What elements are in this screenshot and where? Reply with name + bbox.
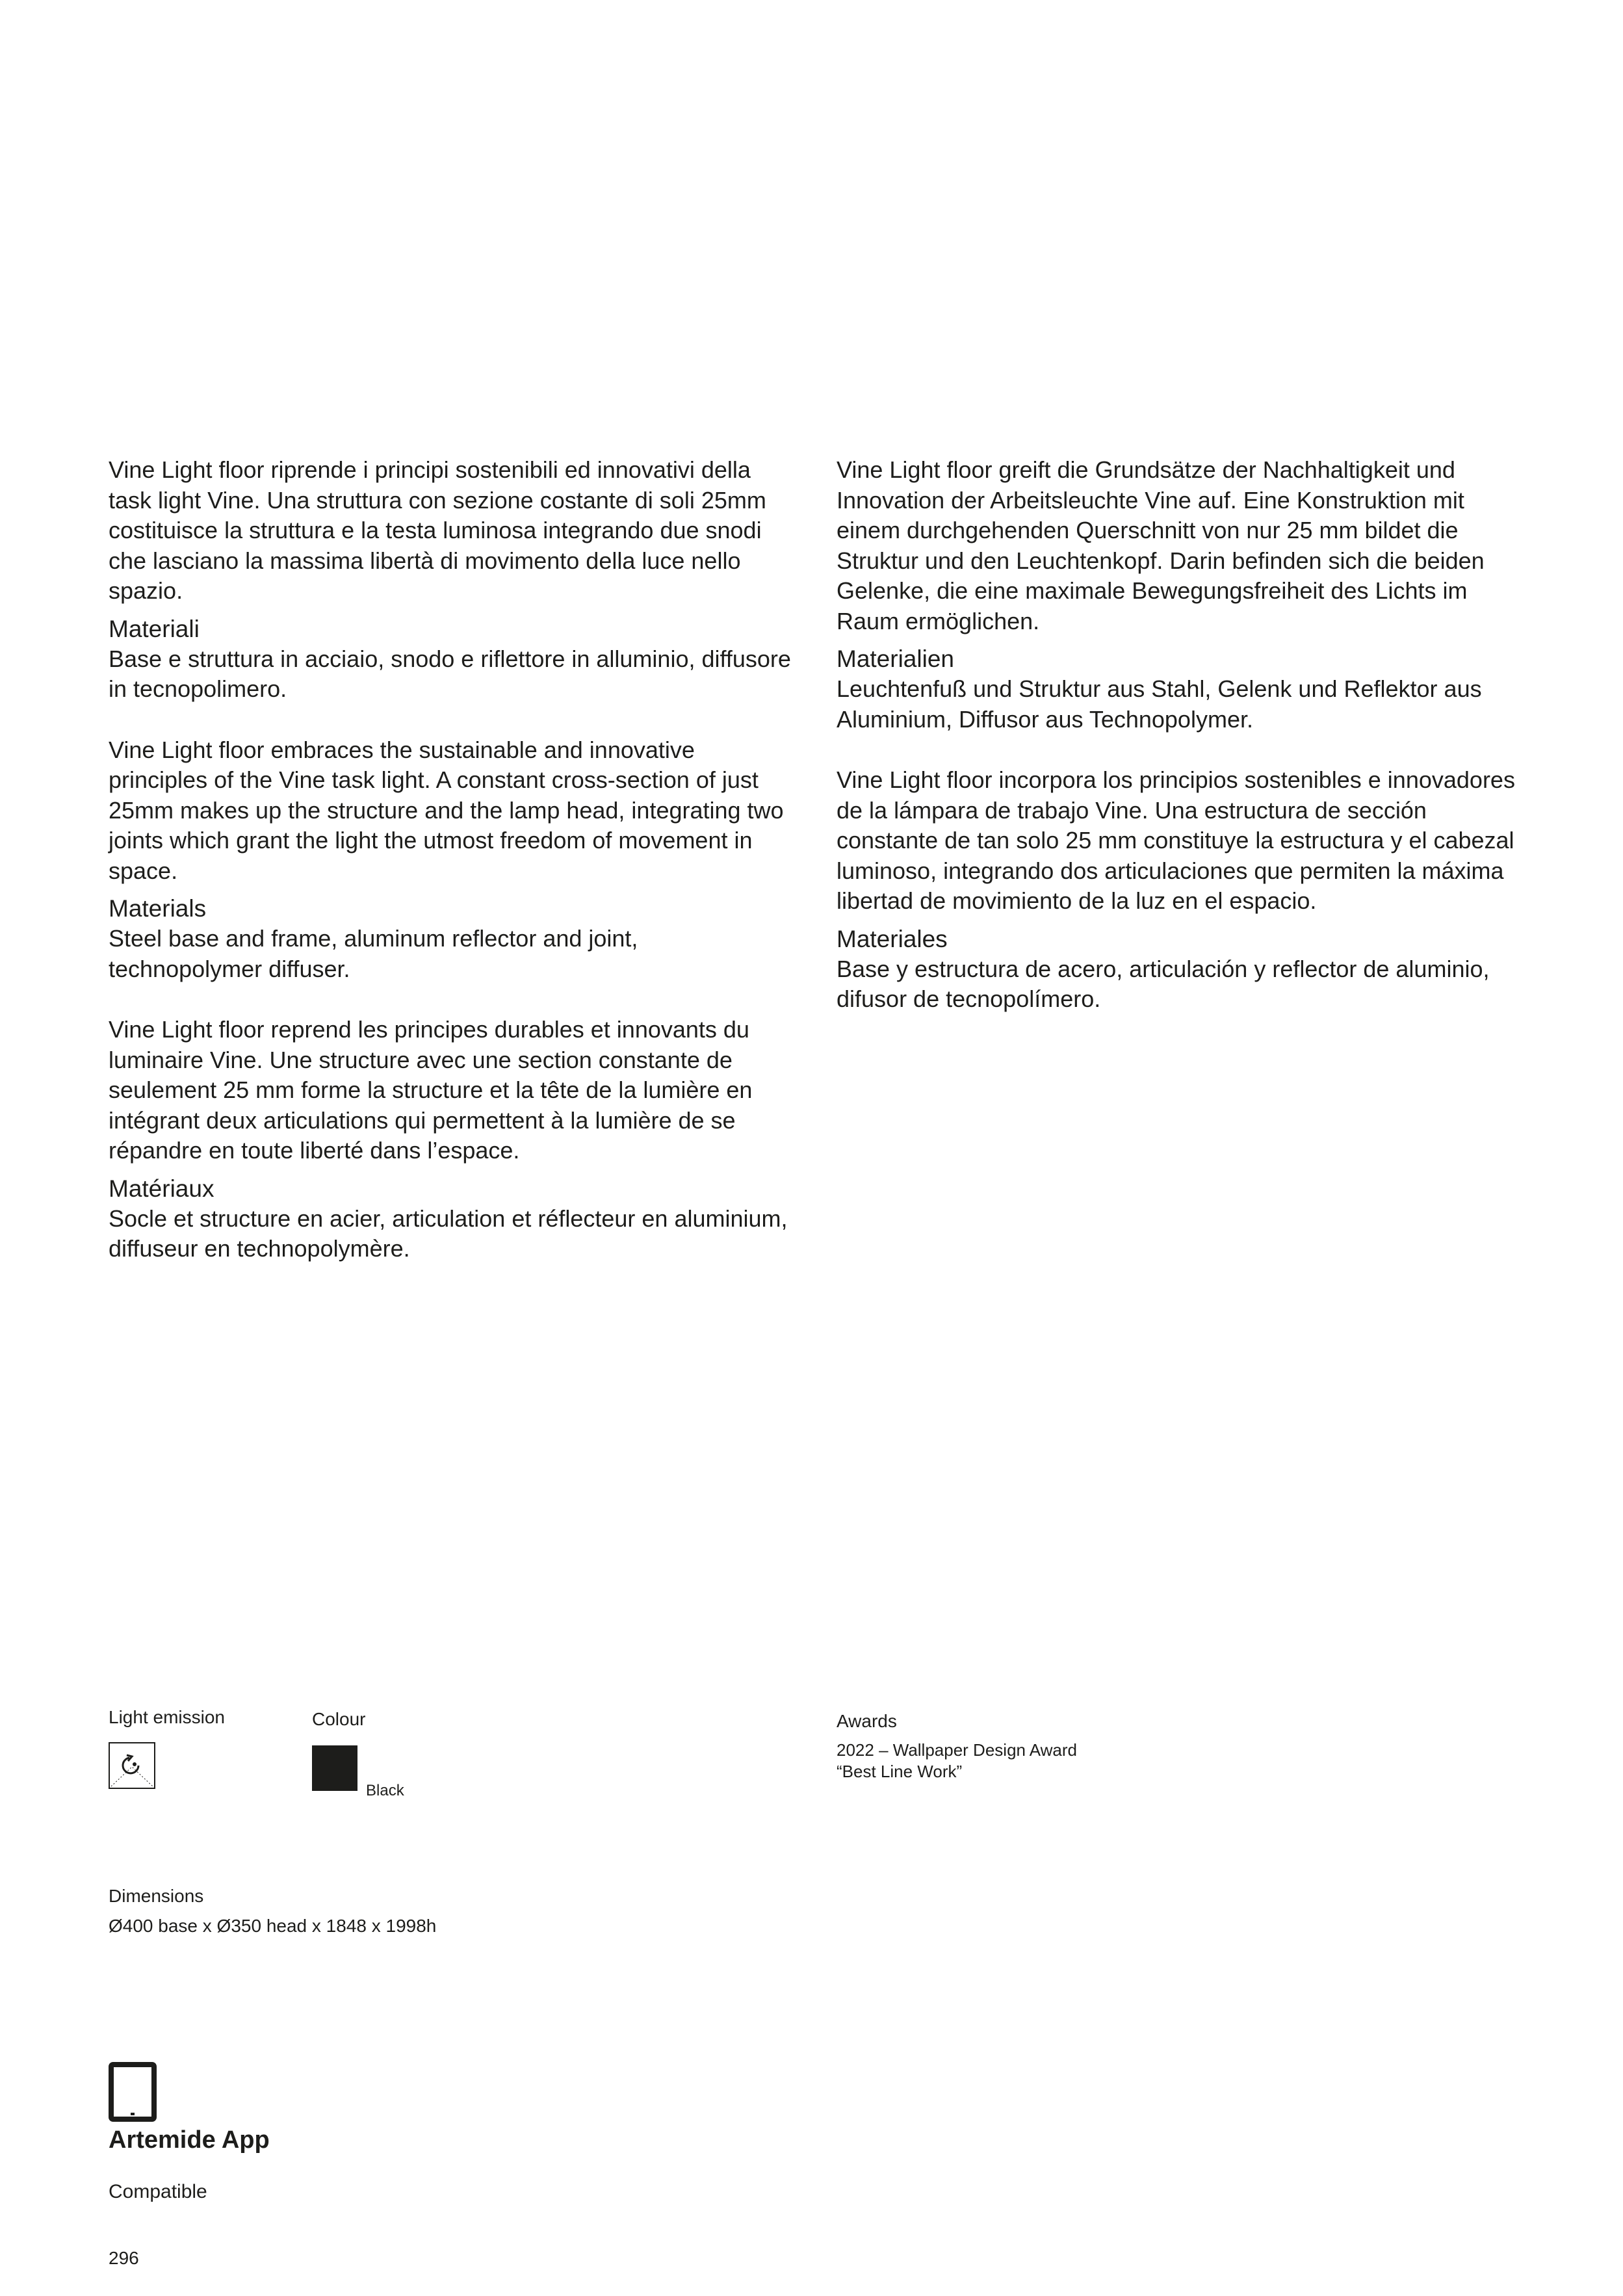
italian-block [109, 455, 798, 705]
german-paragraph: Vine Light floor greift die Grundsätze der Nachhaltigkeit und Innovation der Arbeitsleuchte Vine auf. Eine Konstruktion mit einem durchgehenden Querschnitt von nur 25 mm bildet die Struktur und den Leuchtenkopf. Darin befinden sich die beiden Gelenke, die eine maximale Bewegungsfreiheit des Lichts im Raum ermöglichen. [837, 456, 1485, 634]
light-emission-label: Light emission [109, 1707, 225, 1727]
french-materials-text: Socle et structure en acier, articulation et réflecteur en aluminium, diffuseur en technopolymère. [109, 1205, 788, 1262]
award-line-2: “Best Line Work” [837, 1762, 963, 1781]
colour-name: Black [366, 1782, 404, 1799]
german-block [837, 455, 1526, 735]
french-materials-title: Matériaux [109, 1175, 214, 1202]
awards-label: Awards [837, 1711, 897, 1731]
light-emission-direct-icon-graphic [110, 1743, 154, 1788]
german-materials-text: Leuchtenfuß und Struktur aus Stahl, Gelenk und Reflektor aus Aluminium, Diffusor aus Technopolymer. [837, 675, 1482, 733]
tablet-icon [109, 2062, 157, 2125]
dimensions-value: Ø400 base x Ø350 head x 1848 x 1998h [109, 1916, 437, 1936]
spanish-paragraph: Vine Light floor incorpora los principios sostenibles e innovadores de la lámpara de trabajo Vine. Una estructura de sección constante de tan solo 25 mm constituye la estructura y el cabezal luminoso, integrando dos articulaciones que permiten la máxima libertad de movimiento de la luz en el espacio. [837, 766, 1515, 914]
spanish-materials-title: Materiales [837, 925, 948, 952]
app-subtitle: Compatible [109, 2181, 207, 2202]
spanish-block [837, 765, 1526, 1015]
spanish-materials-text: Base y estructura de acero, articulación y reflector de aluminio, difusor de tecnopolímero. [837, 955, 1490, 1012]
english-materials-text: Steel base and frame, aluminum reflector and joint, technopolymer diffuser. [109, 925, 638, 982]
english-block [109, 735, 798, 985]
italian-materials-text: Base e struttura in acciaio, snodo e riflettore in alluminio, diffusore in tecnopolimero. [109, 645, 791, 702]
english-paragraph: Vine Light floor embraces the sustainable and innovative principles of the Vine task light. A constant cross-section of just 25mm makes up the structure and the lamp head, integrating two joints which grant the light the utmost freedom of movement in space. [109, 736, 784, 884]
tablet-icon-graphic [109, 2062, 157, 2122]
light-emission-direct-icon [109, 1742, 155, 1789]
award-line-1: 2022 – Wallpaper Design Award [837, 1740, 1078, 1760]
colour-label: Colour [312, 1709, 366, 1729]
colour-swatch-black [312, 1745, 357, 1791]
english-materials-title: Materials [109, 895, 207, 922]
page-number: 296 [109, 2248, 139, 2268]
italian-materials-title: Materiali [109, 615, 200, 642]
app-title: Artemide App [109, 2126, 270, 2154]
french-block [109, 1015, 798, 1264]
dimensions-label: Dimensions [109, 1886, 204, 1906]
right-column [837, 455, 1526, 1045]
german-materials-title: Materialien [837, 646, 954, 672]
french-paragraph: Vine Light floor reprend les principes durables et innovants du luminaire Vine. Une structure avec une section constante de seulement 25 mm forme la structure et la tête de la lumière en intégrant deux articulations qui permettent à la lumière de se répandre en toute liberté dans l’espace. [109, 1016, 753, 1164]
left-column [109, 455, 798, 1295]
italian-paragraph: Vine Light floor riprende i principi sostenibili ed innovativi della task light Vine. Una struttura con sezione costante di soli 25mm costituisce la struttura e la testa luminosa integrando due snodi che lasciano la massima libertà di movimento della luce nello spazio. [109, 456, 766, 604]
